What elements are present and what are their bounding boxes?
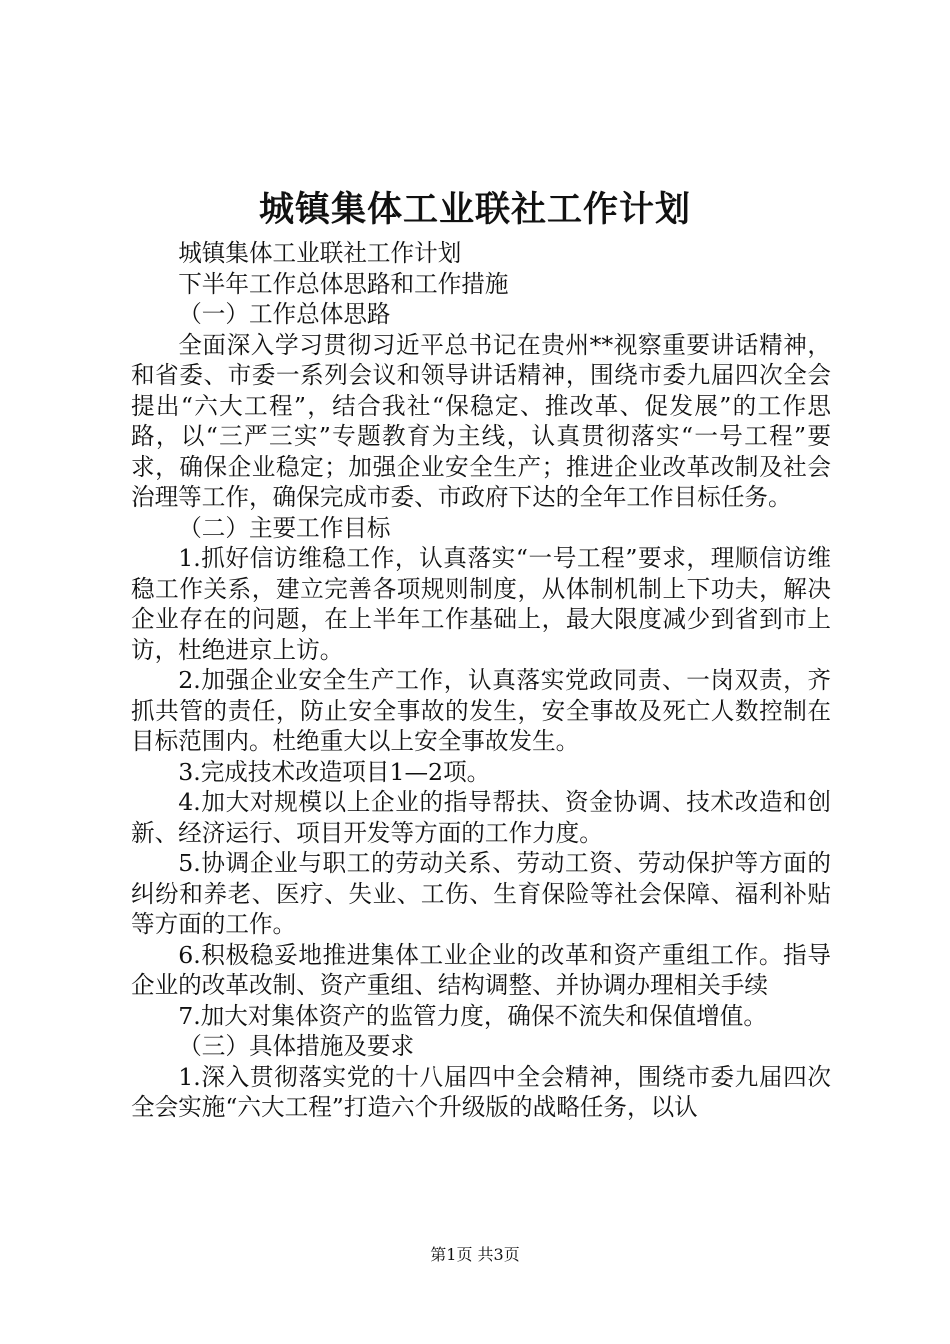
- paragraph-subtitle: 城镇集体工业联社工作计划: [178, 239, 462, 267]
- document-title: 城镇集体工业联社工作计划: [258, 189, 691, 230]
- list-item: 2.加强企业安全生产工作，认真落实党政同责、一岗双责，齐抓共管的责任，防止安全事故的发生，安全事故及死亡人数控制在目标范围内。杜绝重大以上安全事故发生。: [131, 666, 831, 755]
- section-heading-3: （三）具体措施及要求: [178, 1032, 415, 1060]
- list-item: 1.深入贯彻落实党的十八届四中全会精神，围绕市委九届四次全会实施“六大工程”打造六个升级版的战略任务，以认: [131, 1062, 831, 1121]
- list-item: 1.抓好信访维稳工作，认真落实“一号工程”要求，理顺信访维稳工作关系，建立完善各项规则制度，从体制机制上下功夫，解决企业存在的问题，在上半年工作基础上，最大限度减少到省到市上访，杜绝进京上访。: [131, 544, 831, 664]
- section-heading-2: （二）主要工作目标: [178, 513, 391, 542]
- paragraph-heading: 下半年工作总体思路和工作措施: [178, 269, 509, 298]
- list-item: 7.加大对集体资产的监管力度，确保不流失和保值增值。: [178, 1001, 767, 1030]
- page-number-footer: 第1页 共3页: [430, 1245, 520, 1264]
- paragraph: 全面深入学习贯彻习近平总书记在贵州**视察重要讲话精神，和省委、市委一系列会议和领导讲话精神，围绕市委九届四次全会提出“六大工程”，结合我社“保稳定、推改革、促发展”的工作思路，以“三严三实”专题教育为主线，认真贯彻落实“一号工程”要求，确保企业稳定；加强企业安全生产；推进企业改革改制及社会治理等工作，确保完成市委、市政府下达的全年工作目标任务。: [131, 330, 831, 511]
- section-heading-1: （一）工作总体思路: [178, 300, 391, 328]
- list-item: 5.协调企业与职工的劳动关系、劳动工资、劳动保护等方面的纠纷和养老、医疗、失业、工伤、生育保险等社会保障、福利补贴等方面的工作。: [131, 849, 831, 938]
- list-item: 3.完成技术改造项目1—2项。: [178, 757, 491, 786]
- document-body: [131, 238, 831, 1123]
- list-item: 4.加大对规模以上企业的指导帮扶、资金协调、技术改造和创新、经济运行、项目开发等方面的工作力度。: [131, 788, 831, 847]
- list-item: 6.积极稳妥地推进集体工业企业的改革和资产重组工作。指导企业的改革改制、资产重组、结构调整、并协调办理相关手续: [131, 940, 831, 999]
